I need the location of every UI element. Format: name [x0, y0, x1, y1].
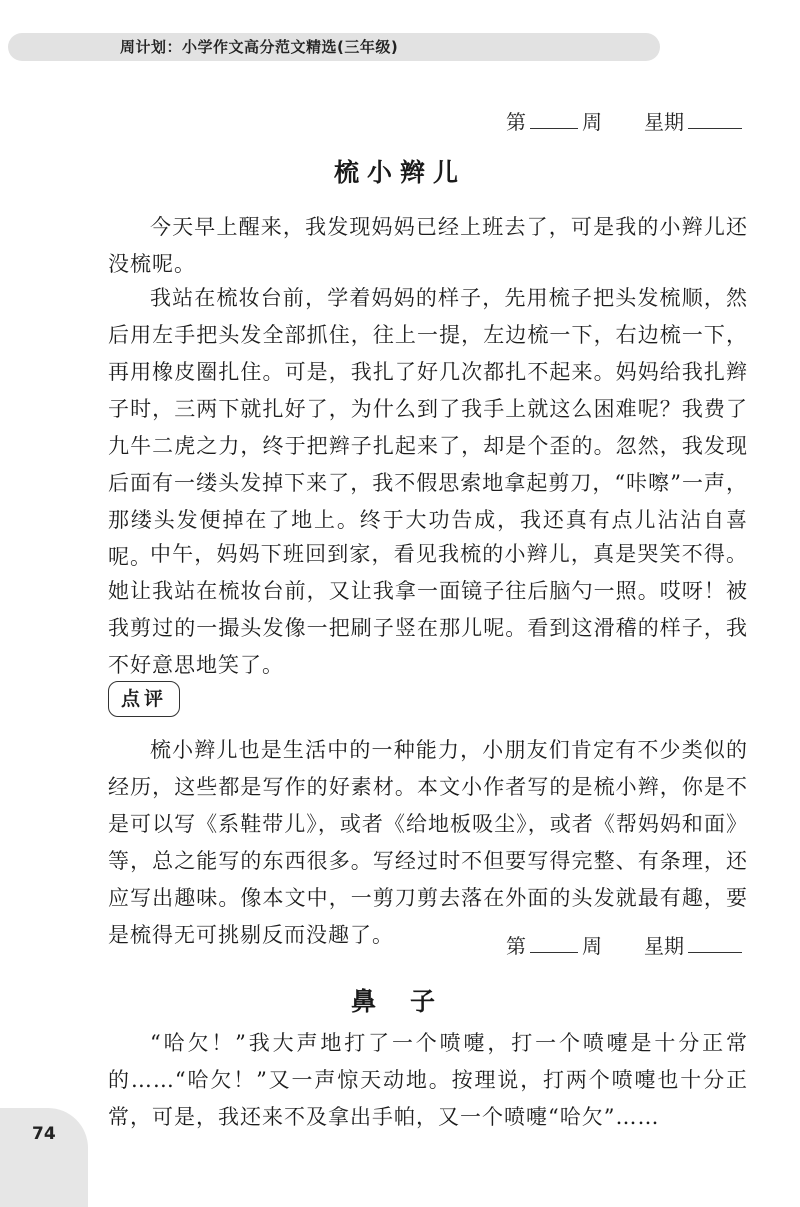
page-number: 74	[32, 1124, 56, 1144]
page-tab	[0, 1108, 88, 1207]
week-blank	[530, 127, 578, 129]
essay-paragraph: 今天早上醒来，我发现妈妈已经上班去了，可是我的小辫儿还没梳呢。	[108, 215, 748, 276]
week-blank	[530, 951, 578, 953]
comment-text: 梳小辫儿也是生活中的一种能力，小朋友们肯定有不少类似的经历，这些都是写作的好素材。本文小作者写的是梳小辫，你是不是可以写《系鞋带儿》，或者《给地板吸尘》，或者《帮妈妈和面》等，总之能写的东西很多。写经过时不但要写得完整、有条理，还应写出趣味。像本文中，一剪刀剪去落在外面的头发就最有趣，要是梳得无可挑剔反而没趣了。	[108, 738, 748, 947]
date-line	[506, 106, 742, 135]
week-prefix: 第	[506, 934, 526, 958]
week-suffix: 周	[582, 934, 602, 958]
essay-title: 梳小辫儿	[333, 158, 466, 187]
comment-label: 点评	[108, 681, 180, 717]
day-label: 星期	[644, 934, 684, 958]
day-label: 星期	[644, 110, 684, 134]
essay-title: 鼻子	[350, 987, 469, 1016]
day-blank	[688, 127, 742, 129]
week-prefix: 第	[506, 110, 526, 134]
essay-paragraph: 中午，妈妈下班回到家，看见我梳的小辫儿，真是哭笑不得。她让我站在梳妆台前，又让我拿一面镜子往后脑勺一照。哎呀！被我剪过的一撮头发像一把刷子竖在那儿呢。看到这滑稽的样子，我不好意思地笑了。	[108, 542, 748, 677]
essay-paragraph: “哈欠！”我大声地打了一个喷嚏，打一个喷嚏是十分正常的……“哈欠！”又一声惊天动地。按理说，打两个喷嚏也十分正常，可是，我还来不及拿出手帕，又一个喷嚏“哈欠”……	[108, 1031, 748, 1129]
day-blank	[688, 951, 742, 953]
week-suffix: 周	[582, 110, 602, 134]
book-title: 周计划：小学作文高分范文精选(三年级)	[120, 38, 399, 56]
essay-paragraph: 我站在梳妆台前，学着妈妈的样子，先用梳子把头发梳顺，然后用左手把头发全部抓住，往上一提，左边梳一下，右边梳一下，再用橡皮圈扎住。可是，我扎了好几次都扎不起来。妈妈给我扎辫子时，三两下就扎好了，为什么到了我手上就这么困难呢？我费了九牛二虎之力，终于把辫子扎起来了，却是个歪的。忽然，我发现后面有一缕头发掉下来了，我不假思索地拿起剪刀，“咔嚓”一声，那缕头发便掉在了地上。终于大功告成，我还真有点儿沾沾自喜呢。	[108, 286, 748, 569]
date-line	[506, 930, 742, 959]
